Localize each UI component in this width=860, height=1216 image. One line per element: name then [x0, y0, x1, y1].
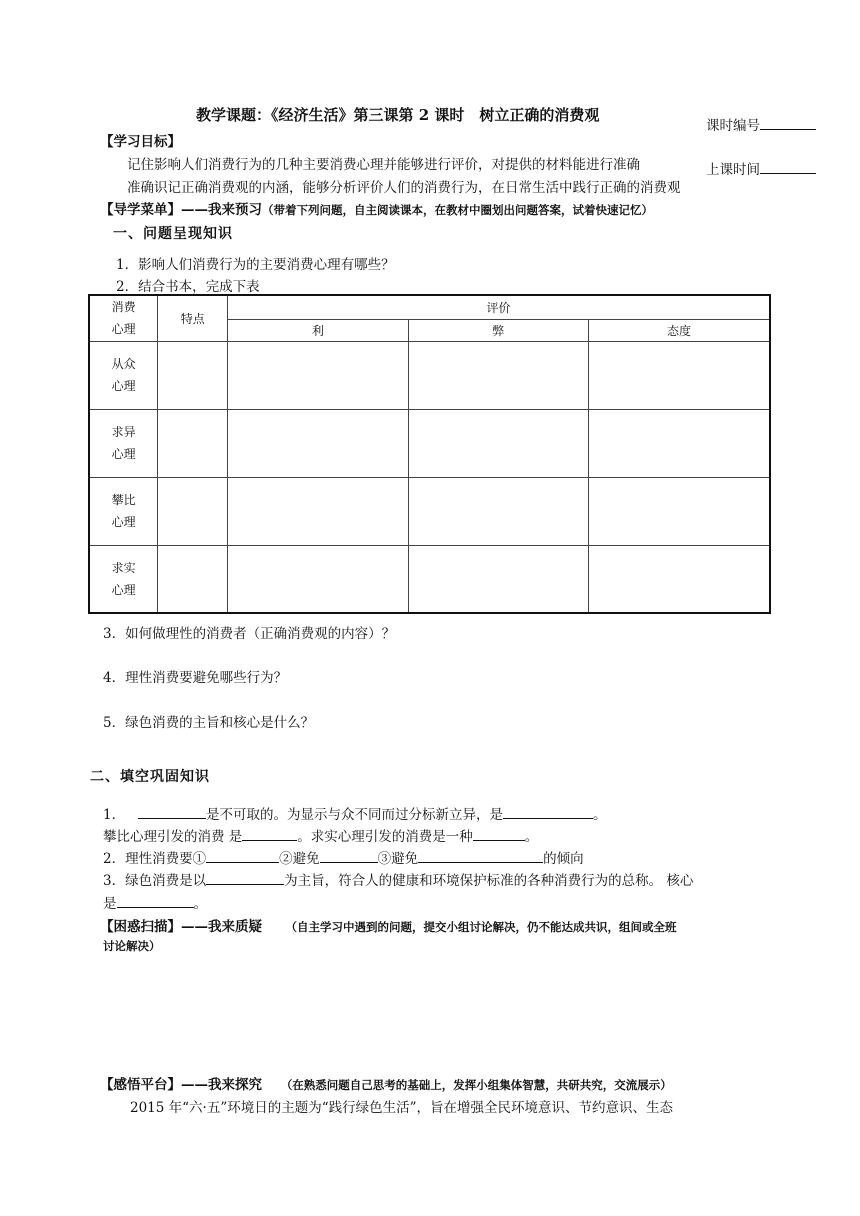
cell-pro[interactable]	[228, 545, 408, 613]
header-feature: 特点	[158, 295, 228, 341]
cell-attitude[interactable]	[589, 545, 770, 613]
page-title: 教学课题：《经济生活》第三课第 2 课时 树立正确的消费观	[196, 106, 600, 124]
cell-con[interactable]	[408, 409, 588, 477]
blank-3[interactable]	[242, 827, 297, 841]
cell-attitude[interactable]	[589, 341, 770, 409]
question-3: 3．如何做理性的消费者（正确消费观的内容）？	[103, 626, 396, 642]
section1-title: 一、问题呈现知识	[113, 226, 233, 242]
section2-title: 二、填空巩固知识	[90, 769, 210, 785]
header-evaluation: 评价	[228, 295, 770, 319]
psychology-table	[88, 294, 771, 614]
header-pro: 利	[228, 319, 408, 341]
blank-2[interactable]	[503, 805, 593, 819]
goals-line-2: 准确识记正确消费观的内涵，能够分析评价人们的消费行为，在日常生活中践行正确的消费观	[127, 180, 681, 196]
cell-con[interactable]	[408, 341, 588, 409]
lesson-number-blank[interactable]	[760, 117, 816, 130]
cell-attitude[interactable]	[589, 409, 770, 477]
cell-pro[interactable]	[228, 341, 408, 409]
cell-feature[interactable]	[158, 545, 228, 613]
row-label-conformity: 从众 心理	[89, 341, 158, 409]
question-2: 2．结合书本，完成下表	[116, 279, 260, 295]
cell-feature[interactable]	[158, 409, 228, 477]
cell-feature[interactable]	[158, 477, 228, 545]
blank-5[interactable]	[206, 849, 279, 863]
class-time-blank[interactable]	[760, 161, 816, 174]
header-con: 弊	[408, 319, 588, 341]
explore-text: 2015 年“六·五”环境日的主题为“践行绿色生活”，旨在增强全民环境意识、节约意识、生态	[130, 1100, 674, 1116]
explore-header: 【感悟平台】——我来探究 （在熟悉问题自己思考的基础上，发挥小组集体智慧，共研共究，交流展示）	[100, 1077, 672, 1093]
doubt-note-2: 讨论解决）	[103, 939, 161, 953]
blank-4[interactable]	[473, 827, 525, 841]
lesson-number-label: 课时编号	[706, 114, 816, 134]
header-psychology: 消费 心理	[89, 295, 158, 341]
cell-feature[interactable]	[158, 341, 228, 409]
goals-header: 【学习目标】	[100, 134, 181, 150]
cell-attitude[interactable]	[589, 477, 770, 545]
fill-line-2: 2．理性消费要① ②避免 ③避免 的倾向	[103, 851, 584, 867]
guide-header: 【导学菜单】——我来预习（带着下列问题，自主阅读课本，在教材中圈划出问题答案，试着快速记忆）	[100, 202, 653, 218]
blank-8[interactable]	[206, 871, 284, 885]
fill-line-3: 3．绿色消费是以 为主旨，符合人的健康和环境保护标准的各种消费行为的总称。 核心	[103, 873, 694, 889]
cell-con[interactable]	[408, 545, 588, 613]
header-attitude: 态度	[589, 319, 770, 341]
cell-pro[interactable]	[228, 409, 408, 477]
blank-1[interactable]	[138, 805, 206, 819]
blank-7[interactable]	[418, 849, 543, 863]
cell-pro[interactable]	[228, 477, 408, 545]
question-1: 1．影响人们消费行为的主要消费心理有哪些？	[116, 257, 395, 273]
row-label-comparison: 攀比 心理	[89, 477, 158, 545]
question-5: 5．绿色消费的主旨和核心是什么？	[103, 715, 315, 731]
question-4: 4．理性消费要避免哪些行为？	[103, 670, 288, 686]
cell-con[interactable]	[408, 477, 588, 545]
blank-6[interactable]	[320, 849, 378, 863]
fill-line-1b: 攀比心理引发的消费 是 。求实心理引发的消费是一种 。	[103, 829, 539, 845]
row-label-novelty: 求异 心理	[89, 409, 158, 477]
doubt-header: 【困惑扫描】——我来质疑 （自主学习中遇到的问题，提交小组讨论解决，仍不能达成共识，组间或全班	[100, 919, 677, 935]
blank-9[interactable]	[117, 894, 194, 908]
fill-line-1: 1． 是不可取的。为显示与众不同而过分标新立异，是 。	[103, 807, 607, 823]
goals-line-1: 记住影响人们消费行为的几种主要消费心理并能够进行评价，对提供的材料能进行准确	[127, 157, 640, 173]
row-label-practical: 求实 心理	[89, 545, 158, 613]
fill-line-3b: 是 。	[103, 896, 207, 912]
class-time-label: 上课时间	[706, 158, 816, 178]
